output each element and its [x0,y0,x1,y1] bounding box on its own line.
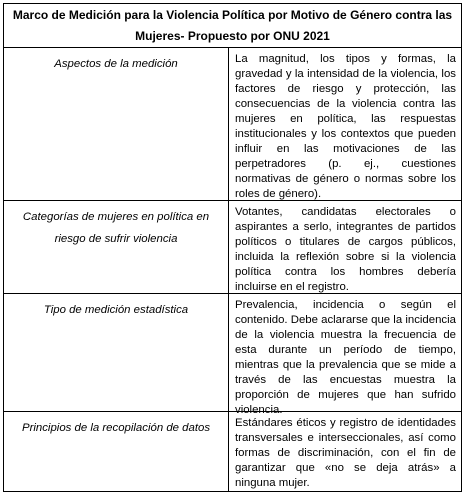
row-content: Votantes, candidatas electorales o aspirantes a serlo, integrantes de partidos políticos o titulares de cargos públicos, incluida la reflexión sobre si la violencia política contra los hombres debería incluirse en el registro. [235,206,456,293]
row-content: La magnitud, los tipos y formas, la gravedad y la intensidad de la violencia, los factores de riesgo y protección, las consecuencias de la violencia contra las mujeres en política, las respuestas institucionales y los contextos que pueden influir en las motivaciones de las perpetradores (p. ej., cuestiones normativas de género o normas sobre los roles de género). [235,53,456,200]
table-row [4,201,461,294]
measurement-framework-table [3,3,462,492]
table-row [4,48,461,201]
row-label: Principios de la recopilación de datos [4,412,229,491]
row-label: Categorías de mujeres en política en riesgo de sufrir violencia [4,201,229,293]
row-content: Estándares éticos y registro de identidades transversales e interseccionales, así como formas de discriminación, con el fin de garantizar que «no se deja atrás» a ninguna mujer. [235,417,456,489]
row-label: Aspectos de la medición [4,48,229,200]
table-title: Marco de Medición para la Violencia Política por Motivo de Género contra las Mujeres- Propuesto por ONU 2021 [4,4,461,48]
table-row [4,294,461,416]
row-content: Prevalencia, incidencia o según el contenido. Debe aclararse que la incidencia de la violencia muestra la frecuencia de esta durante un período de tiempo, mientras que la prevalencia que se mide a través de las encuestas muestra la proporción de mujeres que han sufrido violencia. [235,299,456,416]
row-label: Tipo de medición estadística [4,294,229,411]
table-row [4,412,461,491]
